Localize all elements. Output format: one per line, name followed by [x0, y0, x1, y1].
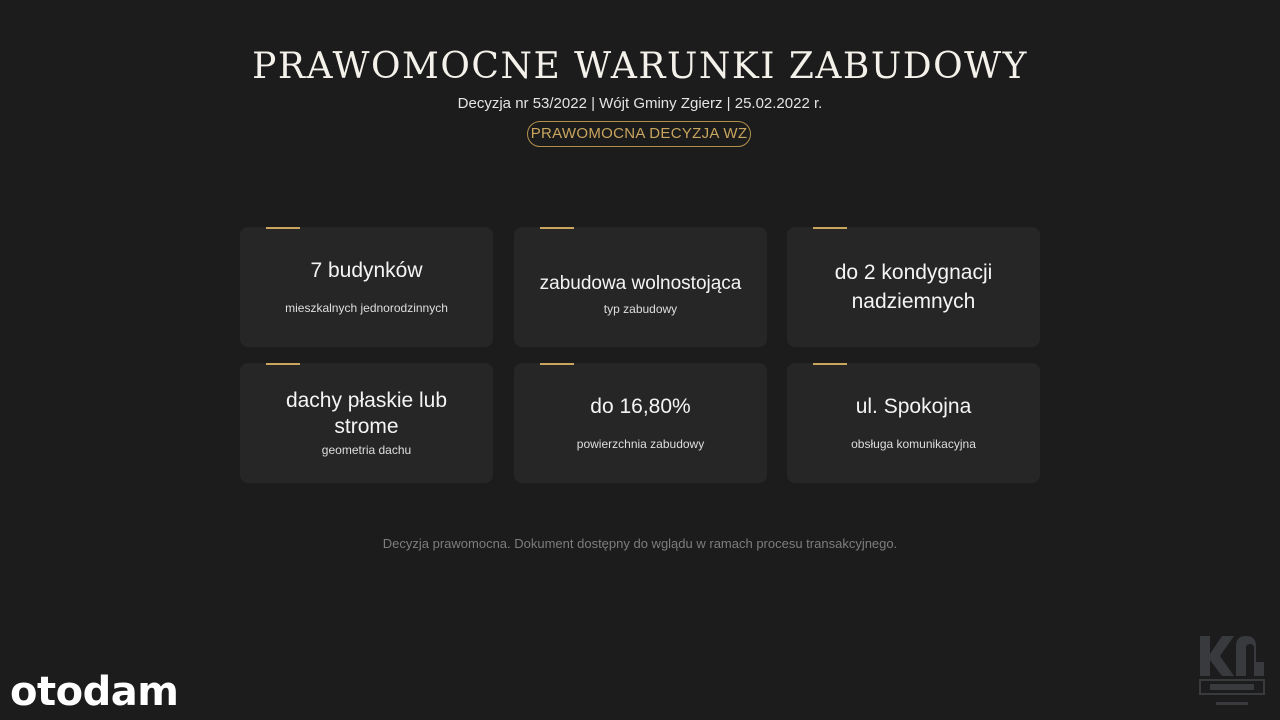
page-title: PRAWOMOCNE WARUNKI ZABUDOWY	[252, 46, 1028, 87]
card-value: ul. Spokojna	[855, 395, 972, 418]
decision-subtitle: Decyzja nr 53/2022 | Wójt Gminy Zgierz | 25.02.2022 r.	[457, 95, 823, 112]
info-card-storeys	[787, 227, 1040, 347]
card-accent-line	[813, 227, 847, 229]
info-card-roof	[240, 363, 493, 483]
otodom-logo: otodam	[10, 669, 179, 715]
card-accent-line	[266, 363, 300, 365]
footer-note: Decyzja prawomocna. Dokument dostępny do wglądu w ramach procesu transakcyjnego.	[382, 536, 898, 551]
card-value: zabudowa wolnostojąca	[539, 273, 742, 294]
card-value: do 2 kondygnacji nadziemnych	[834, 261, 993, 313]
info-card-road-access	[787, 363, 1040, 483]
card-accent-line	[540, 227, 574, 229]
card-label: powierzchnia zabudowy	[576, 437, 705, 451]
status-badge: PRAWOMOCNA DECYZJA WZ	[527, 121, 751, 147]
card-value: do 16,80%	[590, 395, 691, 418]
info-card-buildings	[240, 227, 493, 347]
card-accent-line	[813, 363, 847, 365]
card-value: dachy płaskie lub strome	[285, 389, 448, 438]
card-label: typ zabudowy	[603, 302, 678, 316]
info-card-building-type	[514, 227, 767, 347]
kn-group-watermark-logo	[1196, 632, 1268, 716]
card-value: 7 budynków	[310, 259, 423, 282]
card-accent-line	[266, 227, 300, 229]
card-label: mieszkalnych jednorodzinnych	[285, 301, 448, 315]
info-card-building-coverage	[514, 363, 767, 483]
card-label: geometria dachu	[321, 443, 412, 457]
card-label: obsługa komunikacyjna	[851, 437, 976, 451]
card-accent-line	[540, 363, 574, 365]
